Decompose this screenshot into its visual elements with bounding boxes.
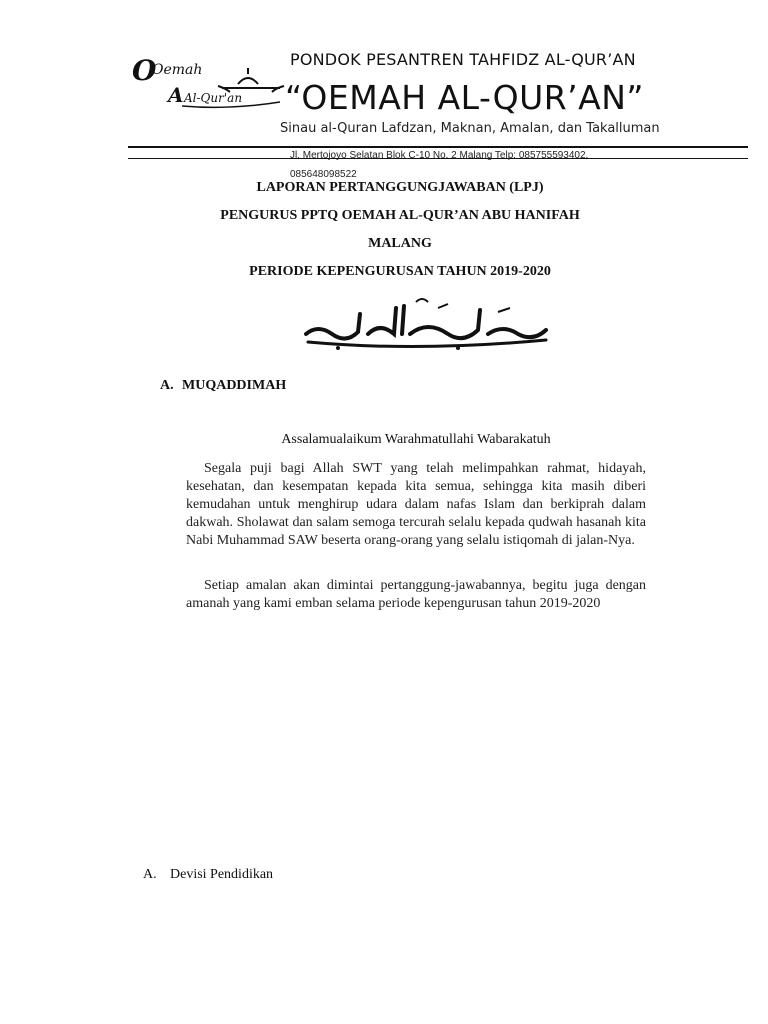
svg-text:Al-Qur'an: Al-Qur'an — [184, 91, 243, 105]
institution-tagline: Sinau al-Quran Lafdzan, Maknan, Amalan, dan Takalluman — [280, 121, 660, 136]
paragraph-1: Segala puji bagi Allah SWT yang telah melimpahkan rahmat, hidayah, kesehatan, dan kesempatan kepada kita semua, sehingga kita masih diberi kemudahan untuk menghirup udara dalam nafas Islam dan berkiprah dalam dakwah. Sholawat dan salam semoga tercurah selalu kepada qudwah hasanah kita Nabi Muhammad SAW beserta orang-orang yang selalu istiqomah di jalan-Nya. — [186, 461, 646, 548]
institution-line: PONDOK PESANTREN TAHFIDZ AL-QUR’AN — [290, 50, 636, 69]
institution-address: Jl. Mertojoyo Selatan Blok C-10 No. 2 Malang Telp: 085755593402, 085648098522 — [290, 150, 589, 180]
basmalah-calligraphy — [298, 294, 553, 354]
section-b-number: A. — [143, 867, 157, 882]
section-a-heading — [160, 378, 286, 394]
svg-text:A: A — [168, 83, 184, 107]
report-title-line-1: LAPORAN PERTANGGUNGJAWABAN (LPJ) — [256, 180, 544, 195]
section-a-title: MUQADDIMAH — [182, 378, 287, 393]
logo-graphic — [130, 50, 290, 120]
basmalah-graphic — [298, 294, 553, 354]
section-a-number: A. — [160, 378, 174, 393]
report-title-line-4: PERIODE KEPENGURUSAN TAHUN 2019-2020 — [249, 264, 551, 279]
section-b-title: Devisi Pendidikan — [170, 867, 274, 882]
report-title-line-2: PENGURUS PPTQ OEMAH AL-QUR’AN ABU HANIFAH — [220, 208, 580, 223]
greeting: Assalamualaikum Warahmatullahi Wabarakatuh — [281, 432, 551, 447]
paragraph-2: Setiap amalan akan dimintai pertanggung-jawabannya, begitu juga dengan amanah yang kami emban selama periode kepengurusan tahun 2019-2020 — [186, 578, 646, 611]
institution-logo — [130, 50, 290, 120]
institution-name: “OEMAH AL-QUR’AN” — [285, 78, 644, 117]
svg-text:O: O — [132, 54, 157, 87]
report-title-line-3: MALANG — [368, 236, 432, 251]
svg-text:Oemah: Oemah — [152, 62, 203, 78]
section-b-heading — [143, 867, 273, 883]
